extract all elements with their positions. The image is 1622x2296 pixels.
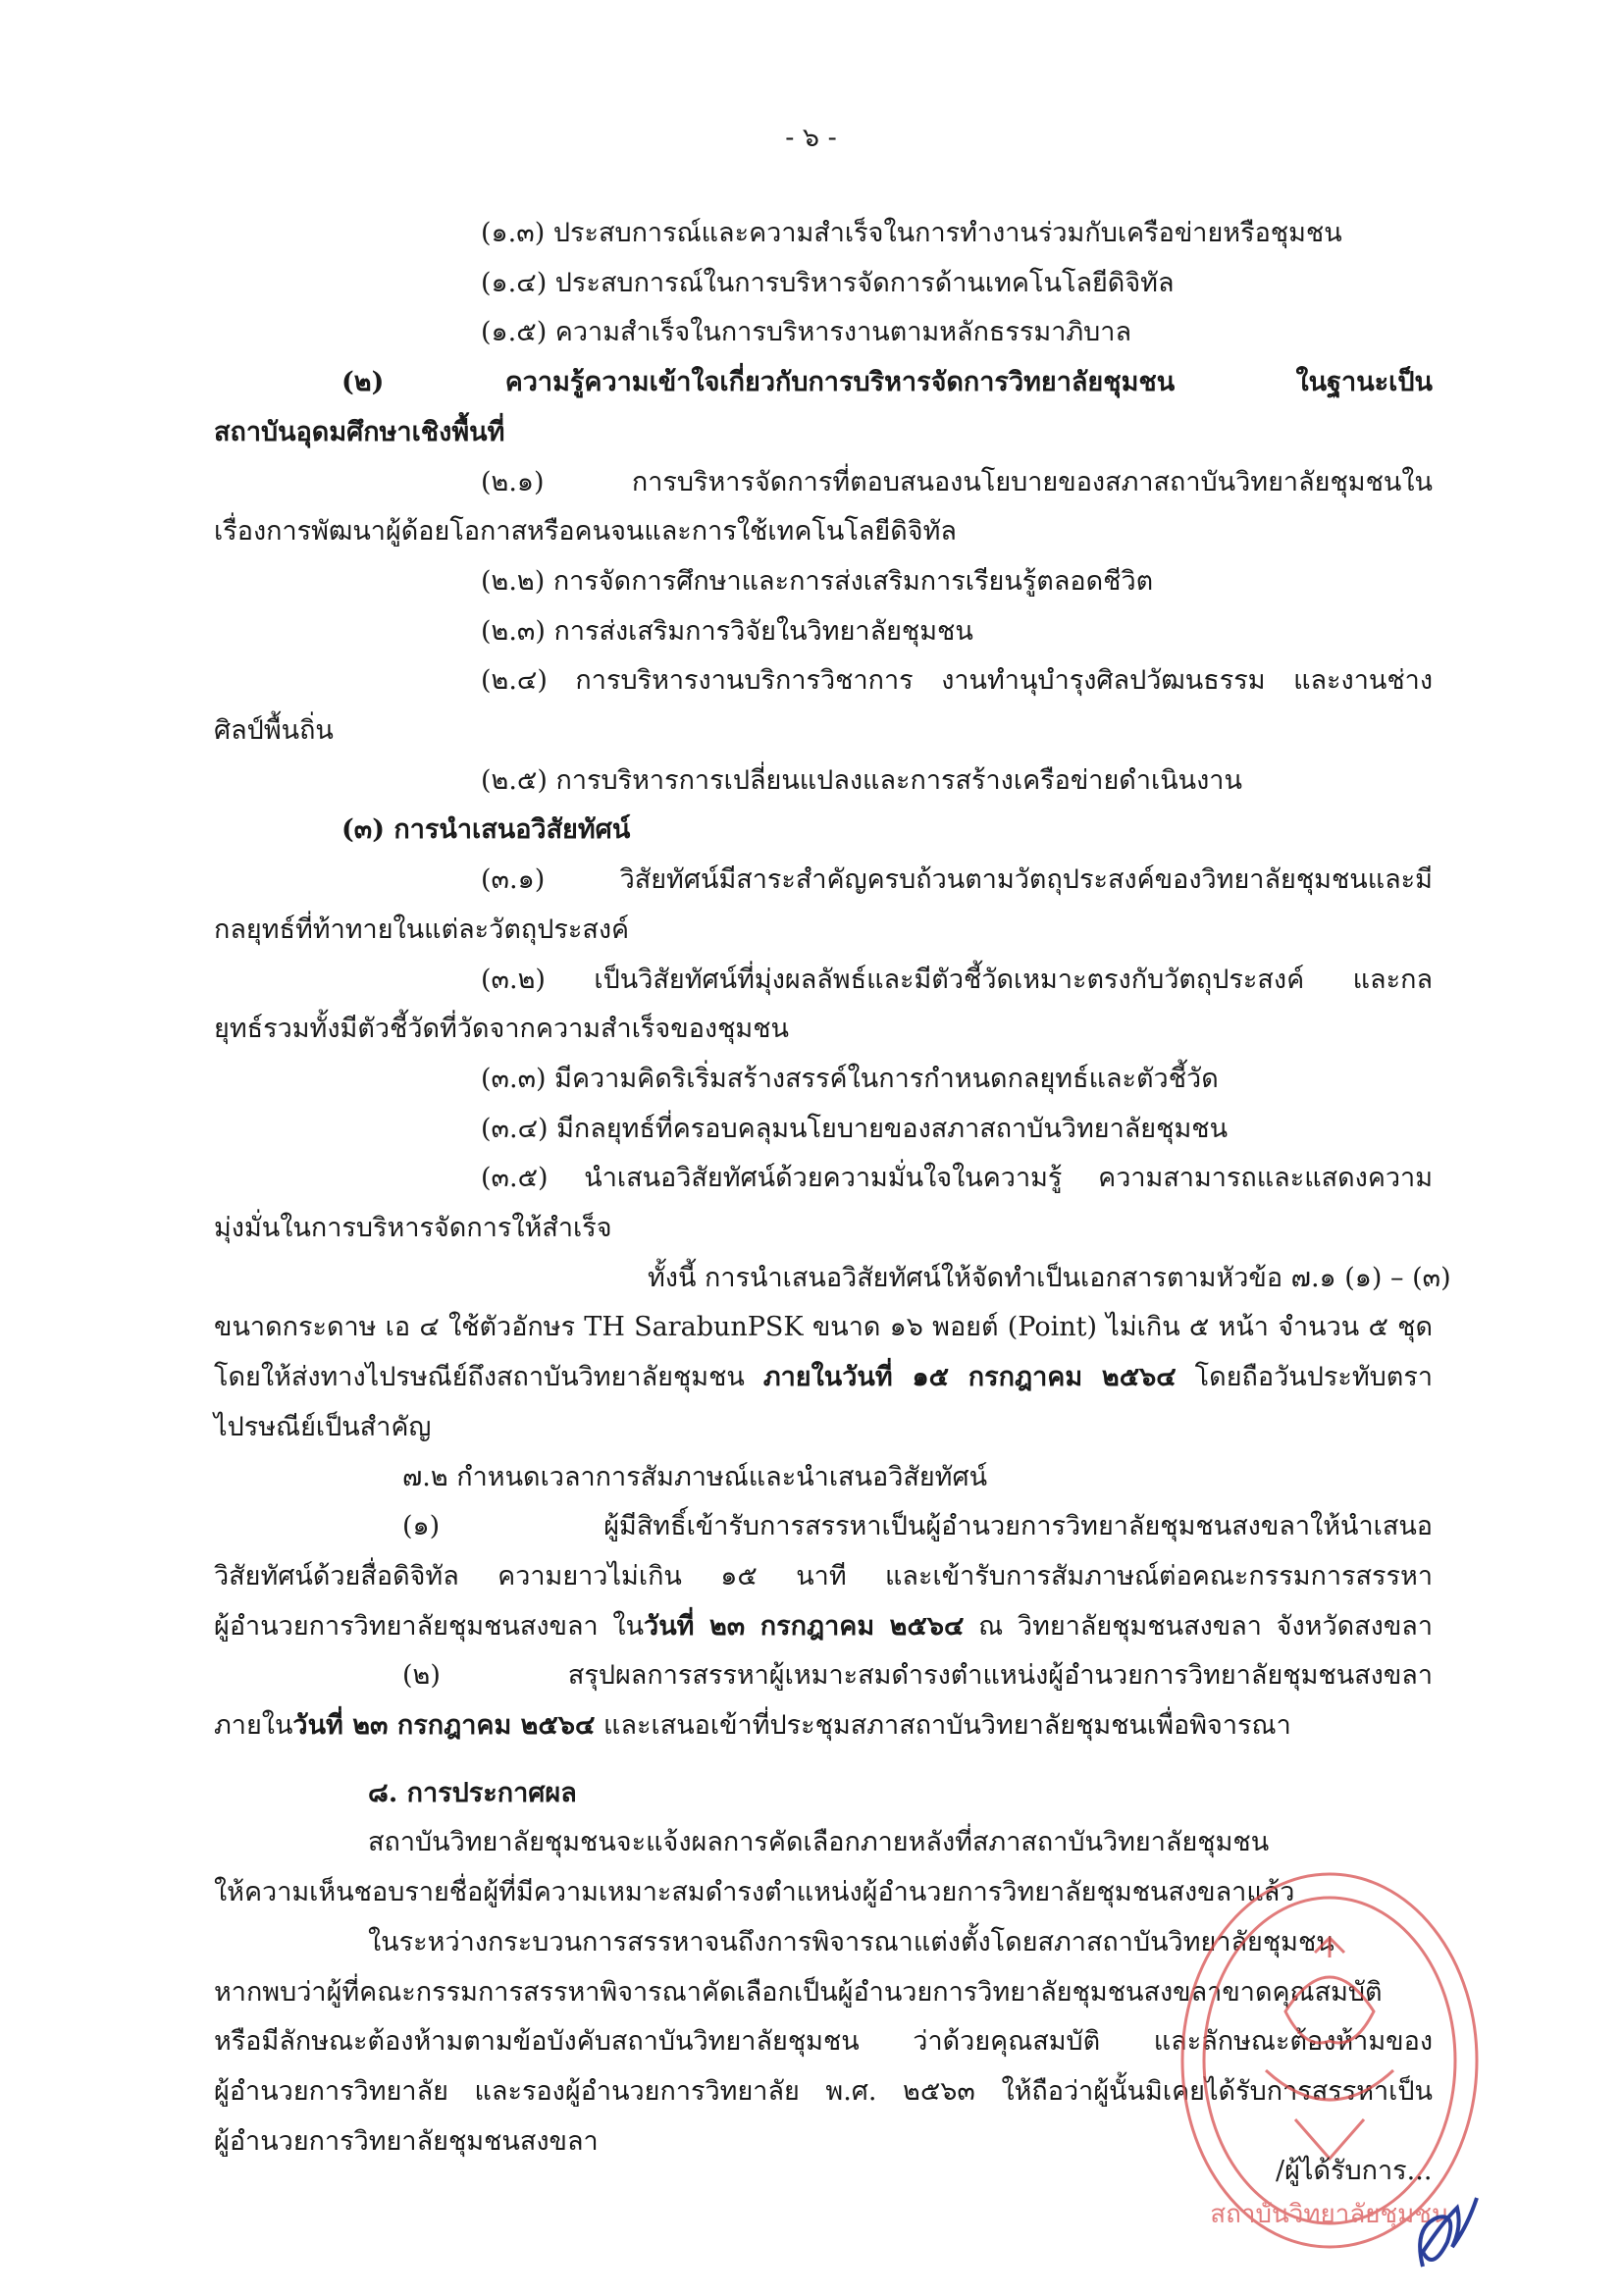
text-line-l36: หากพบว่าผู้ที่คณะกรรมการสรรหาพิจารณาคัดเลือกเป็นผู้อำนวยการวิทยาลัยชุมชนสงขลาขาดคุณสมบัติ [214, 1976, 1383, 2008]
text-line-l32: ๘. การประกาศผล [368, 1777, 577, 1808]
text-line-l38: ผู้อำนวยการวิทยาลัย และรองผู้อำนวยการวิทยาลัย พ.ศ. ๒๕๖๓ ให้ถือว่าผู้นั้นมิเคยได้รับการสรรหาเป็น [214, 2075, 1433, 2107]
text-line-l21: มุ่งมั่นในการบริหารจัดการให้สำเร็จ [214, 1213, 612, 1243]
text-line-l9: (๒.๓) การส่งเสริมการวิจัยในวิทยาลัยชุมชน [481, 615, 973, 647]
garuda-emblem-icon [1285, 1977, 1374, 2043]
text-line-l14: (๓.๑) วิสัยทัศน์มีสาระสำคัญครบถ้วนตามวัตถุประสงค์ของวิทยาลัยชุมชนและมี [481, 864, 1433, 896]
text-segment: ผู้อำนวยการวิทยาลัยชุมชนสงขลา ใน [214, 1610, 645, 1642]
text-line-l35: ในระหว่างกระบวนการสรรหาจนถึงการพิจารณาแต่งตั้งโดยสภาสถาบันวิทยาลัยชุมชน [368, 1926, 1334, 1957]
text-line-l22: ทั้งนี้ การนำเสนอวิสัยทัศน์ให้จัดทำเป็นเอกสารตามหัวข้อ ๗.๑ (๑) – (๓) [648, 1262, 1451, 1293]
text-line-l6: (๒.๑) การบริหารจัดการที่ตอบสนองนโยบายของสภาสถาบันวิทยาลัยชุมชนใน [481, 466, 1433, 497]
official-seal-stamp [1158, 1864, 1482, 2286]
text-line-l2: (๑.๔) ประสบการณ์ในการบริหารจัดการด้านเทคโนโลยีดิจิทัล [481, 267, 1175, 298]
text-line-l24 [214, 1355, 1433, 1400]
text-line-l25: ไปรษณีย์เป็นสำคัญ [214, 1411, 432, 1442]
text-line-l33: สถาบันวิทยาลัยชุมชนจะแจ้งผลการคัดเลือกภายหลังที่สภาสถาบันวิทยาลัยชุมชน [368, 1827, 1270, 1858]
page-number: - ๖ - [785, 123, 837, 153]
text-segment: ภายใน [214, 1710, 293, 1741]
text-line-l10: (๒.๔) การบริหารงานบริการวิชาการ งานทำนุบำรุงศิลปวัฒนธรรม และงานช่าง [481, 665, 1433, 697]
seal-crown-icon [1315, 1938, 1344, 1957]
text-line-l17: ยุทธ์รวมทั้งมีตัวชี้วัดที่วัดจากความสำเร็จของชุมชน [214, 1014, 790, 1045]
seal-wing-icon [1266, 2070, 1393, 2100]
text-line-l1: (๑.๓) ประสบการณ์และความสำเร็จในการทำงานร่วมกับเครือข่ายหรือชุมชน [481, 218, 1342, 248]
text-line-l16: (๓.๒) เป็นวิสัยทัศน์ที่มุ่งผลลัพธ์และมีตัวชี้วัดเหมาะตรงกับวัตถุประสงค์ และกล [481, 964, 1433, 995]
text-line-l19: (๓.๔) มีกลยุทธ์ที่ครอบคลุมนโยบายของสภาสถาบันวิทยาลัยชุมชน [481, 1113, 1229, 1144]
text-segment: ณ วิทยาลัยชุมชนสงขลา จังหวัดสงขลา [964, 1610, 1433, 1642]
text-line-l29 [214, 1604, 1433, 1649]
text-line-l8: (๒.๒) การจัดการศึกษาและการส่งเสริมการเรียนรู้ตลอดชีวิต [481, 565, 1154, 597]
text-segment: และเสนอเข้าที่ประชุมสภาสถาบันวิทยาลัยชุมชนเพื่อพิจารณา [595, 1710, 1291, 1741]
continuation-marker: /ผู้ได้รับการ... [1276, 2156, 1433, 2186]
text-line-l15: กลยุทธ์ที่ท้าทายในแต่ละวัตถุประสงค์ [214, 913, 630, 945]
text-line-l27: (๑) ผู้มีสิทธิ์เข้ารับการสรรหาเป็นผู้อำนวยการวิทยาลัยชุมชนสงขลาให้นำเสนอ [402, 1511, 1433, 1542]
text-line-l34: ให้ความเห็นชอบรายชื่อผู้ที่มีความเหมาะสมดำรงตำแหน่งผู้อำนวยการวิทยาลัยชุมชนสงขลาแล้ว [214, 1877, 1295, 1908]
text-line-l12: (๒.๕) การบริหารการเปลี่ยนแปลงและการสร้างเครือข่ายดำเนินงาน [481, 764, 1242, 796]
text-line-l3: (๑.๕) ความสำเร็จในการบริหารงานตามหลักธรรมาภิบาล [481, 317, 1132, 348]
date-emphasis: วันที่ ๒๓ กรกฎาคม ๒๕๖๔ [644, 1610, 965, 1642]
text-line-l13: (๓) การนำเสนอวิสัยทัศน์ [341, 814, 631, 846]
date-emphasis: วันที่ ๒๓ กรกฎาคม ๒๕๖๔ [292, 1710, 596, 1741]
text-line-l23: ขนาดกระดาษ เอ ๔ ใช้ตัวอักษร TH SarabunPSK ขนาด ๑๖ พอยต์ (Point) ไม่เกิน ๕ หน้า จำนวน ๕ ชุด [214, 1312, 1433, 1343]
text-line-l11: ศิลป์พื้นถิ่น [214, 715, 334, 746]
text-segment: โดยให้ส่งทางไปรษณีย์ถึงสถาบันวิทยาลัยชุมชน [214, 1362, 763, 1393]
text-line-l37: หรือมีลักษณะต้องห้ามตามข้อบังคับสถาบันวิทยาลัยชุมชน ว่าด้วยคุณสมบัติ และลักษณะต้องห้ามของ [214, 2026, 1433, 2058]
text-line-l31 [214, 1703, 1433, 1748]
seal-text: สถาบันวิทยาลัยชุมชน [1210, 2200, 1449, 2229]
text-line-l26: ๗.๒ กำหนดเวลาการสัมภาษณ์และนำเสนอวิสัยทัศน์ [402, 1461, 988, 1492]
text-line-l20: (๓.๕) นำเสนอวิสัยทัศน์ด้วยความมั่นใจในความรู้ ความสามารถและแสดงความ [481, 1163, 1433, 1194]
text-line-l7: เรื่องการพัฒนาผู้ด้อยโอกาสหรือคนจนและการใช้เทคโนโลยีดิจิทัล [214, 516, 957, 548]
text-line-l5: สถาบันอุดมศึกษาเชิงพื้นที่ [214, 416, 505, 447]
text-line-l4: (๒) ความรู้ความเข้าใจเกี่ยวกับการบริหารจัดการวิทยาลัยชุมชน ในฐานะเป็น [341, 367, 1433, 398]
text-line-l28: วิสัยทัศน์ด้วยสื่อดิจิทัล ความยาวไม่เกิน ๑๕ นาที และเข้ารับการสัมภาษณ์ต่อคณะกรรมการสรรหา [214, 1560, 1433, 1592]
text-line-l30: (๒) สรุปผลการสรรหาผู้เหมาะสมดำรงตำแหน่งผู้อำนวยการวิทยาลัยชุมชนสงขลา [402, 1660, 1433, 1692]
text-segment: โดยถือวันประทับตรา [1176, 1362, 1433, 1393]
text-line-l39: ผู้อำนวยการวิทยาลัยชุมชนสงขลา [214, 2125, 599, 2157]
text-line-l18: (๓.๓) มีความคิดริเริ่มสร้างสรรค์ในการกำหนดกลยุทธ์และตัวชี้วัด [481, 1063, 1219, 1094]
date-emphasis: ภายในวันที่ ๑๕ กรกฎาคม ๒๕๖๔ [762, 1362, 1177, 1393]
